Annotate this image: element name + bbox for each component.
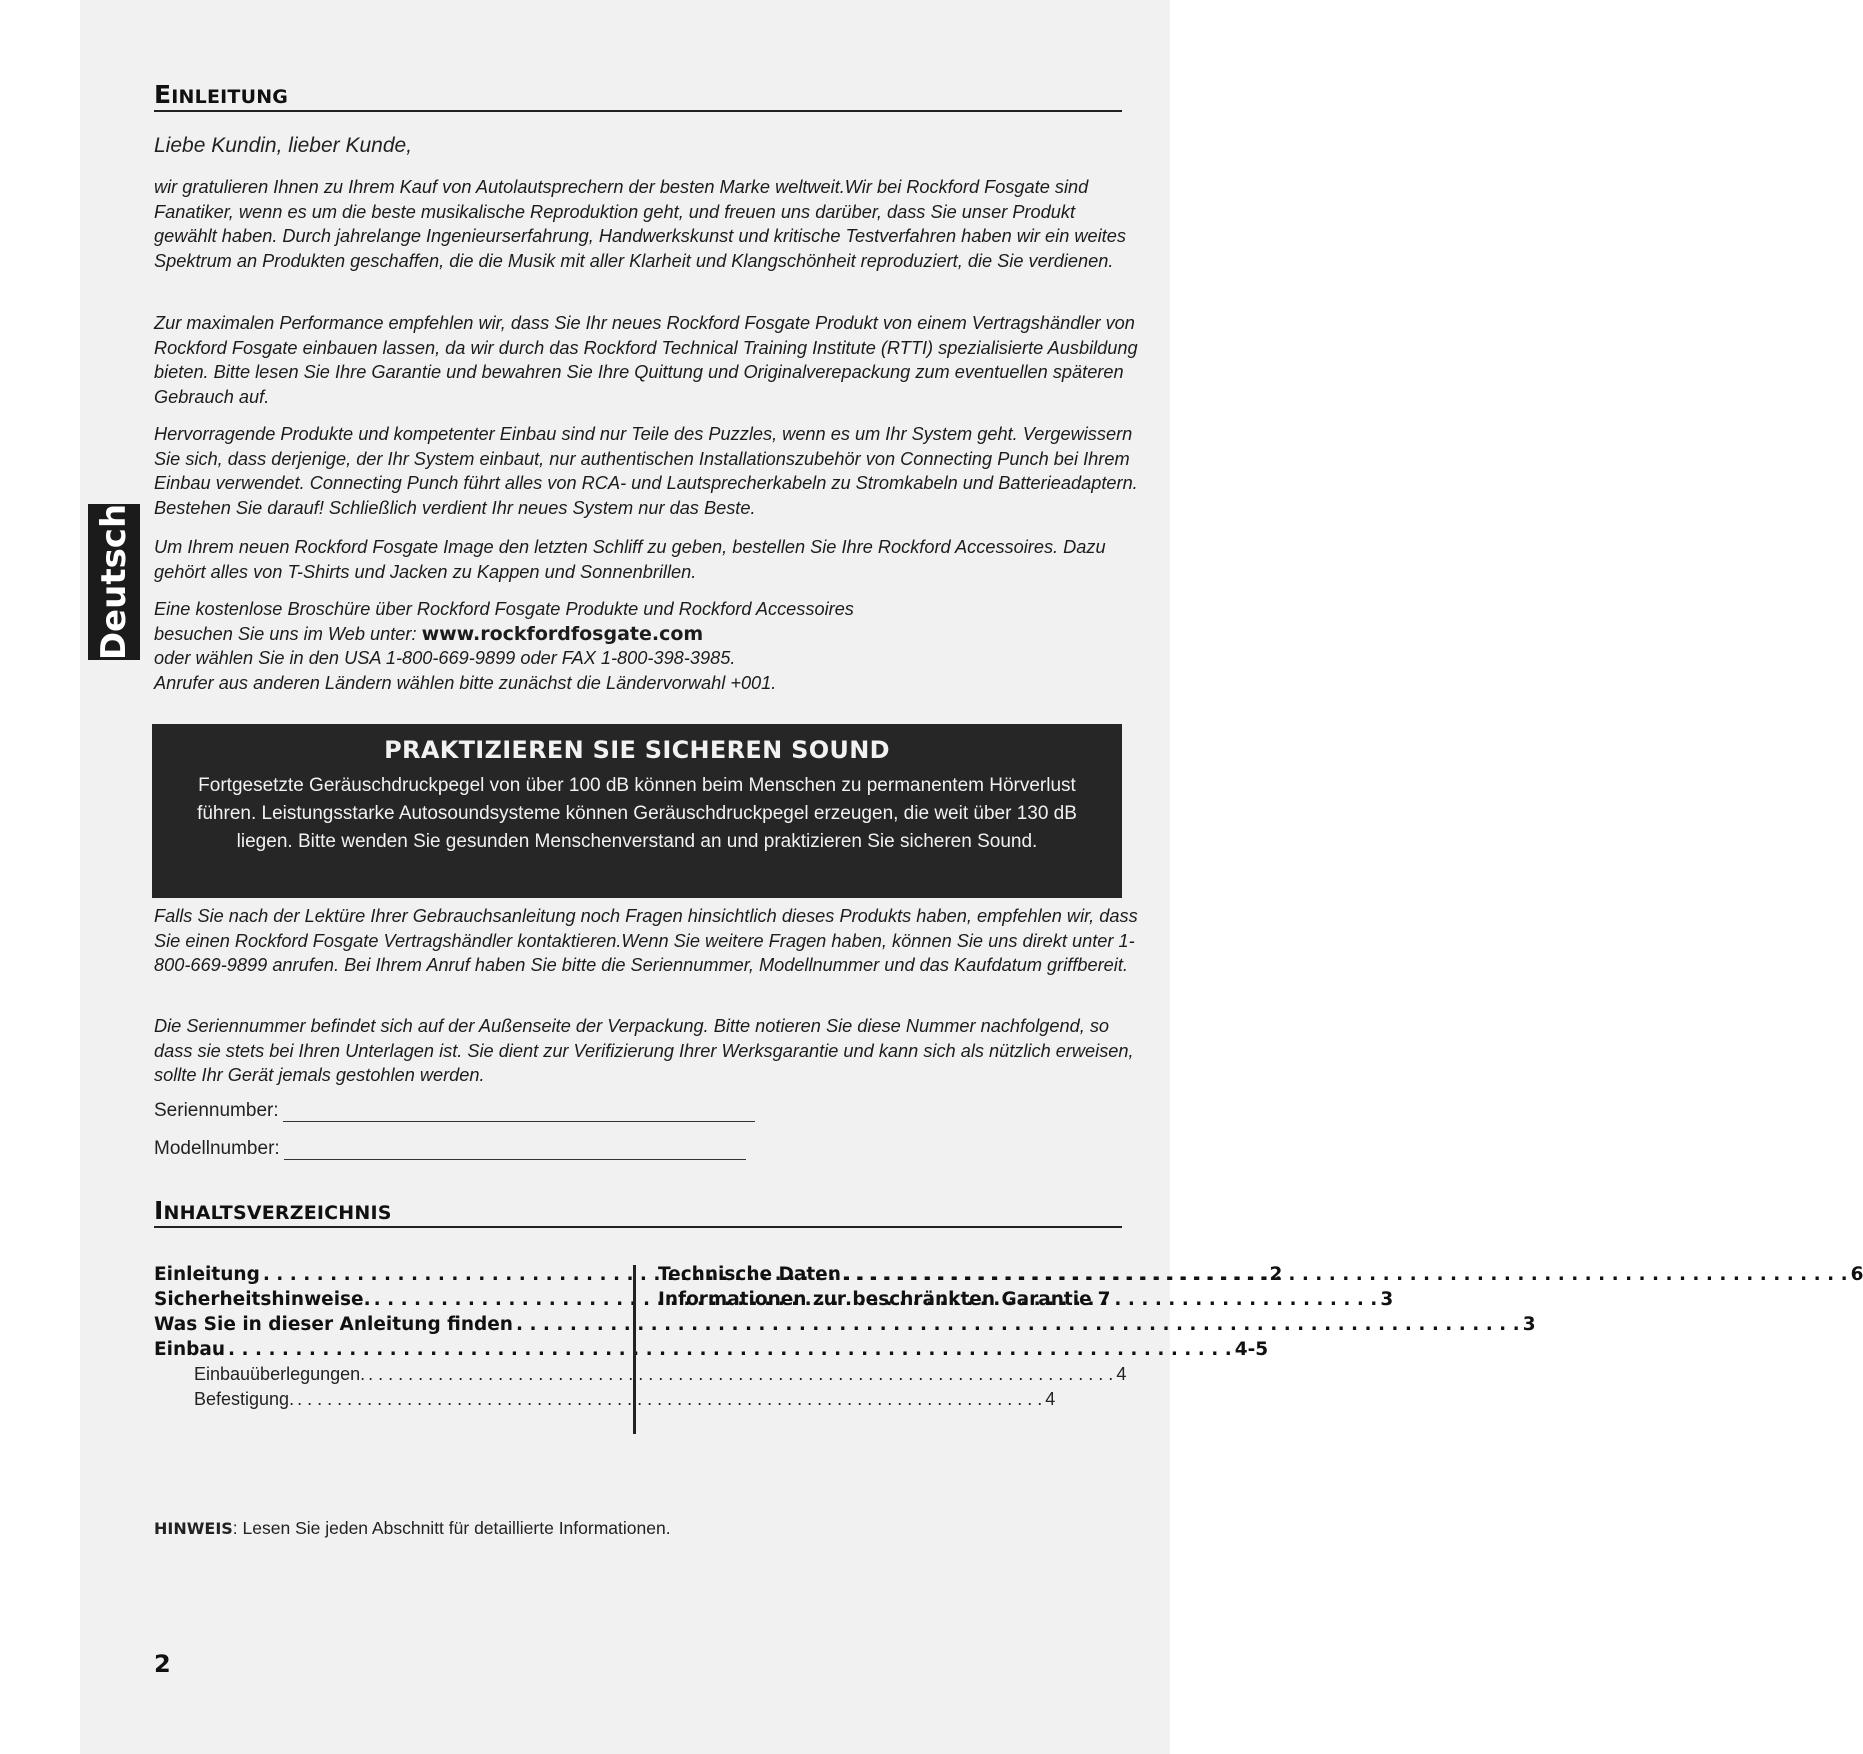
model-number-label: Modellnumber: [154, 1138, 280, 1159]
toc-entry-page: 7 [1097, 1289, 1111, 1310]
toc-leader-dots [844, 1264, 1848, 1285]
toc-divider [633, 1265, 636, 1434]
safety-notice-box [152, 724, 1122, 898]
language-tab-label: Deutsch [94, 503, 134, 661]
toc-entry-title: Sicherheitshinweise. [154, 1289, 371, 1310]
toc-entry-title: Einbau [154, 1339, 226, 1360]
contact-line-1: Eine kostenlose Broschüre über Rockford Fosgate Produkte und Rockford Accessoires [154, 599, 854, 619]
toc-entry-page: 2 [1269, 1264, 1283, 1285]
toc-entry-title: Einbauüberlegungen. [194, 1364, 366, 1384]
toc-entry-title: Einleitung [154, 1264, 260, 1285]
model-number-field[interactable] [284, 1139, 746, 1160]
serial-info-paragraph: Die Seriennummer befindet sich auf der Außenseite der Verpackung. Bitte notieren Sie diese Nummer nachfolgend, so dass sie stets bei Ihren Unterlagen ist. Sie dient zur Verifizierung Ihrer Werksgarantie und kann sich als nützlich erweisen, sollte Ihr Gerät jemals gestohlen werden. [154, 1016, 1134, 1086]
toc-entry-page: 6 [1850, 1264, 1863, 1285]
toc-entry-page: 3 [1522, 1314, 1536, 1335]
section-heading-inhaltsverzeichnis: INHALTSVERZEICHNIS [154, 1196, 1122, 1228]
contact-line-3: oder wählen Sie in den USA 1-800-669-9899 oder FAX 1-800-398-3985. [154, 648, 736, 669]
toc-entry-title: Was Sie in dieser Anleitung finden [154, 1314, 513, 1335]
toc-leader-dots [228, 1339, 1232, 1360]
intro-paragraph-3: Hervorragende Produkte und kompetenter Einbau sind nur Teile des Puzzles, wenn es um Ihr System geht. Vergewissern Sie sich, dass derjenige, der Ihr System einbaut, nur authentischen Installationszubehör von Connecting Punch bei Ihrem Einbau verwendet. Connecting Punch führt alles von RCA- und Lautsprecherkabeln zu Stromkabeln und Batterieadaptern. Bestehen Sie darauf! Schließlich verdient Ihr neues System nur das Beste. [154, 424, 1138, 518]
section-heading-einleitung: EINLEITUNG [154, 80, 1122, 112]
serial-number-label: Seriennumber: [154, 1100, 279, 1121]
support-paragraph: Falls Sie nach der Lektüre Ihrer Gebrauchsanleitung noch Fragen hinsichtlich dieses Produkts haben, empfehlen wir, dass Sie einen Rockford Fosgate Vertragshändler kontaktieren.Wenn Sie weitere Fragen haben, können Sie uns direkt unter 1-800-669-9899 anrufen. Bei Ihrem Anruf haben Sie bitte die Seriennummer, Modellnummer und das Kaufdatum griffbereit. [154, 906, 1138, 976]
toc-entry[interactable] [154, 1339, 1269, 1364]
serial-number-field[interactable] [283, 1101, 755, 1122]
greeting: Liebe Kundin, lieber Kunde, [154, 134, 413, 157]
toc-entry-page: 4-5 [1234, 1339, 1269, 1360]
model-number-line [154, 1138, 746, 1160]
toc-entry[interactable] [154, 1389, 1056, 1414]
toc-entry[interactable] [154, 1364, 1127, 1389]
toc-entry[interactable] [658, 1264, 1863, 1289]
note-text: : Lesen Sie jeden Abschnitt für detaillierte Informationen. [232, 1518, 671, 1538]
safety-body: Fortgesetzte Geräuschdruckpegel von über 100 dB können beim Menschen zu permanentem Hörverlust führen. Leistungsstarke Autosoundsysteme können Geräuschdruckpegel erzeugen, die weit über 130 dB liegen. Bitte wenden Sie gesunden Menschenverstand an und praktizieren Sie sicheren Sound. [197, 775, 1077, 852]
toc-entry-page: 4 [1116, 1364, 1127, 1384]
page-number: 2 [154, 1650, 171, 1678]
toc-entry[interactable] [154, 1314, 1536, 1339]
language-tab [88, 504, 140, 660]
toc-entry-page: 4 [1045, 1389, 1056, 1409]
intro-paragraph-2: Zur maximalen Performance empfehlen wir, dass Sie Ihr neues Rockford Fosgate Produkt von einem Vertragshändler von Rockford Fosgate einbauen lassen, da wir durch das Rockford Technical Training Institute (RTTI) spezialisierte Ausbildung bieten. Bitte lesen Sie Ihre Garantie und bewahren Sie Ihre Quittung und Originalverepackung zum eventuellen späteren Gebrauch auf. [154, 313, 1138, 407]
toc-entry[interactable] [658, 1289, 1111, 1314]
contact-line-4: Anrufer aus anderen Ländern wählen bitte zunächst die Ländervorwahl +001. [154, 672, 777, 693]
contact-line-2: besuchen Sie uns im Web unter: www.rockfordfosgate.com [154, 622, 704, 645]
contact-block [154, 597, 1139, 695]
toc-leader-dots [297, 1389, 1042, 1410]
toc-entry-page: 3 [1380, 1289, 1394, 1310]
toc-entry-title: Befestigung. [194, 1389, 295, 1409]
intro-paragraph-1: wir gratulieren Ihnen zu Ihrem Kauf von Autolautsprechern der besten Marke weltweit.Wir bei Rockford Fosgate sind Fanatiker, wenn es um die beste musikalische Reproduktion geht, und freuen uns darüber, dass Sie unser Produkt gewählt haben. Durch jahrelange Ingenieurserfahrung, Handwerkskunst und kritische Testverfahren haben wir ein weites Spektrum an Produkten geschaffen, die die Musik mit aller Klarheit und Klangschönheit reproduziert, die Sie verdienen. [154, 177, 1126, 271]
safety-title: PRAKTIZIEREN SIE SICHEREN SOUND [384, 736, 890, 764]
intro-paragraph-4: Um Ihrem neuen Rockford Fosgate Image den letzten Schliff zu geben, bestellen Sie Ihre Rockford Accessoires. Dazu gehört alles von T-Shirts und Jacken zu Kappen und Sonnenbrillen. [154, 537, 1106, 582]
toc-right-column [658, 1264, 1863, 1314]
serial-number-line [154, 1100, 755, 1122]
toc-entry-title: Informationen zur beschränkten Garantie [658, 1289, 1092, 1310]
toc-leader-dots [516, 1314, 1520, 1335]
note-label: HINWEIS [154, 1519, 233, 1538]
website-link[interactable]: www.rockfordfosgate.com [421, 622, 704, 645]
note-line [154, 1518, 671, 1539]
toc-leader-dots [368, 1364, 1113, 1385]
toc-entry-title: Technische Daten [658, 1264, 841, 1285]
